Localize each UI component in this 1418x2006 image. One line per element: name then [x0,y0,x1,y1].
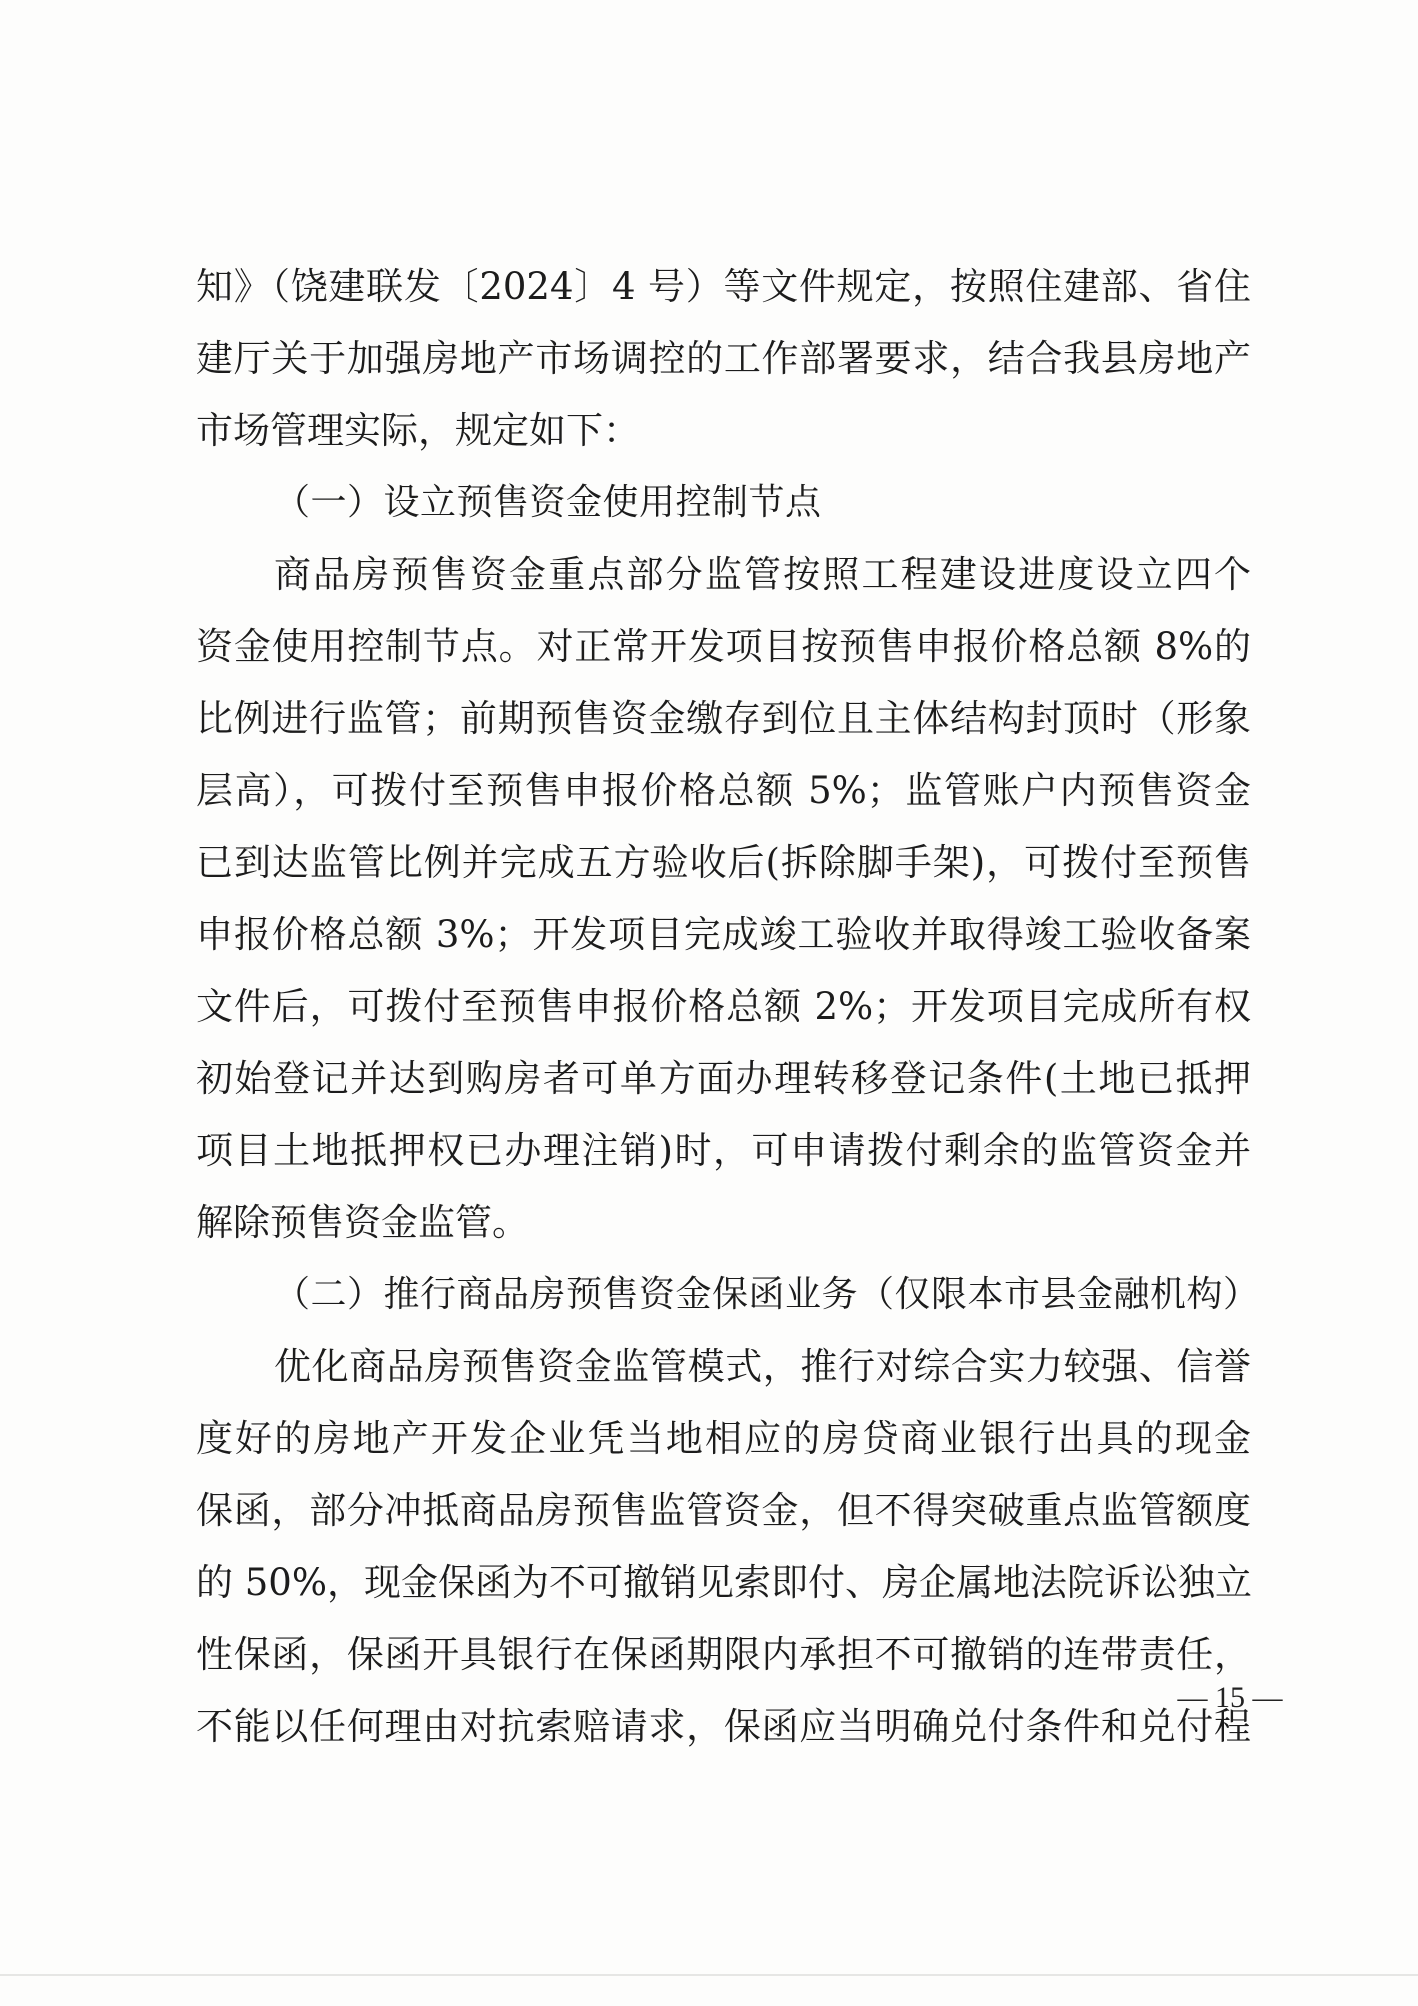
paragraph-first-line: 商品房预售资金重点部分监管按照工程建设进度设立四个 [274,553,1251,596]
text-line: 项目土地抵押权已办理注销)时，可申请拨付剩余的监管资金并 [196,1129,1251,1172]
section-heading-2: （二）推行商品房预售资金保函业务（仅限本市县金融机构） [274,1274,1260,1315]
text-line: 不能以任何理由对抗索赔请求，保函应当明确兑付条件和兑付程 [196,1705,1251,1748]
text-line: 初始登记并达到购房者可单方面办理转移登记条件(土地已抵押 [196,1057,1251,1100]
text-line: 解除预售资金监管。 [196,1201,529,1244]
text-line: 申报价格总额 3%；开发项目完成竣工验收并取得竣工验收备案 [196,913,1251,956]
paragraph-first-line: 优化商品房预售资金监管模式，推行对综合实力较强、信誉 [274,1345,1251,1388]
page-number: — 15 — [1177,1681,1283,1714]
text-line: 市场管理实际，规定如下： [196,409,640,452]
scan-edge-divider [0,1974,1418,1976]
text-line: 性保函，保函开具银行在保函期限内承担不可撤销的连带责任， [196,1633,1251,1676]
text-line: 资金使用控制节点。对正常开发项目按预售申报价格总额 8%的 [196,625,1251,668]
body-text [196,251,1260,1763]
text-line: 层高），可拨付至预售申报价格总额 5%；监管账户内预售资金 [196,769,1251,812]
text-line: 比例进行监管；前期预售资金缴存到位且主体结构封顶时（形象 [196,697,1251,740]
text-line: 的 50%，现金保函为不可撤销见索即付、房企属地法院诉讼独立 [196,1561,1252,1604]
text-line: 保函，部分冲抵商品房预售监管资金，但不得突破重点监管额度 [196,1489,1251,1532]
text-line: 已到达监管比例并完成五方验收后(拆除脚手架)，可拨付至预售 [196,841,1251,884]
text-line: 文件后，可拨付至预售申报价格总额 2%；开发项目完成所有权 [196,985,1251,1028]
text-line: 知》（饶建联发〔2024〕4 号）等文件规定，按照住建部、省住 [196,265,1251,308]
section-heading-1: （一）设立预售资金使用控制节点 [274,482,822,523]
text-line: 建厅关于加强房地产市场调控的工作部署要求，结合我县房地产 [196,337,1251,380]
text-line: 度好的房地产开发企业凭当地相应的房贷商业银行出具的现金 [196,1417,1251,1460]
